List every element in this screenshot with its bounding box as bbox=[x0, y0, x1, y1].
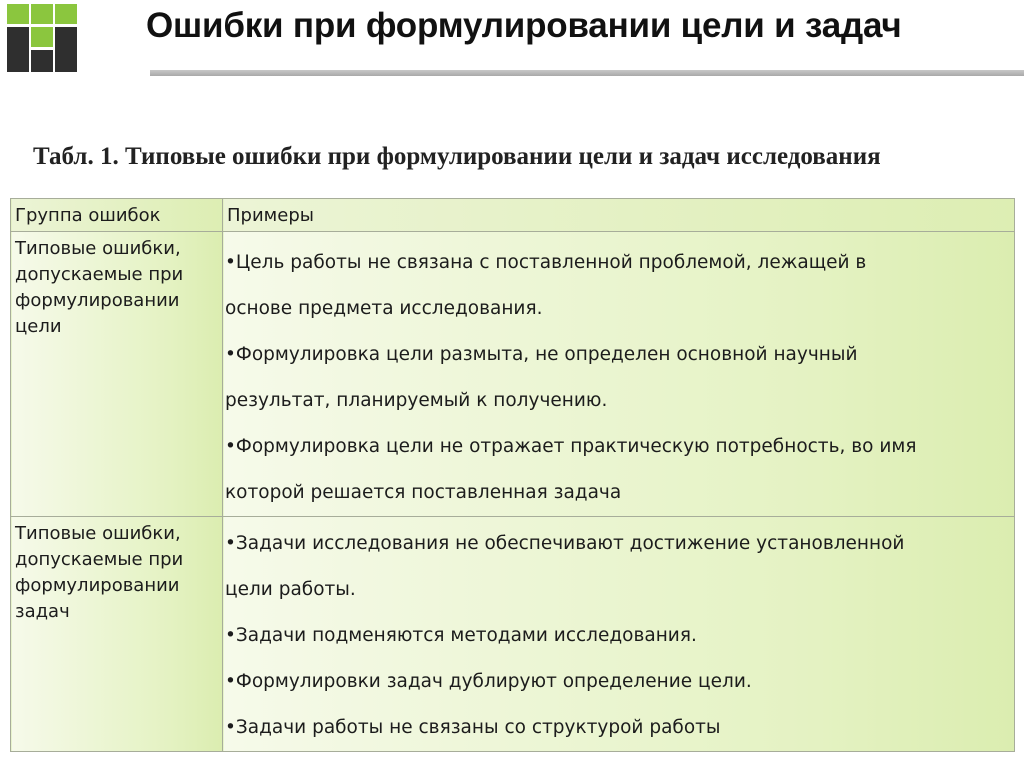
group-cell bbox=[11, 517, 223, 752]
group-label: Типовые ошибки, допускаемые при формулировании задач bbox=[15, 523, 184, 622]
list-item: •Цель работы не связана с поставленной проблемой, лежащей в основе предмета исследования. bbox=[225, 252, 867, 319]
list-item: •Формулировки задач дублируют определение цели. bbox=[225, 671, 752, 692]
title-underline bbox=[150, 70, 1024, 76]
group-label: Типовые ошибки, допускаемые при формулировании цели bbox=[15, 238, 184, 337]
list-item: •Задачи подменяются методами исследования. bbox=[225, 625, 697, 646]
examples-cell bbox=[223, 517, 1015, 752]
column-header-group: Группа ошибок bbox=[11, 199, 223, 232]
group-cell bbox=[11, 232, 223, 517]
examples-cell bbox=[223, 232, 1015, 517]
errors-table bbox=[10, 198, 1015, 752]
table-row bbox=[11, 232, 1015, 517]
table-row bbox=[11, 517, 1015, 752]
examples-list bbox=[223, 232, 1014, 516]
list-item: •Задачи исследования не обеспечивают достижение установленной цели работы. bbox=[225, 533, 905, 600]
slide-title: Ошибки при формулировании цели и задач bbox=[146, 6, 902, 45]
list-item: •Формулировка цели не отражает практическую потребность, во имя которой решается поставленная задача bbox=[225, 436, 917, 503]
logo-grid-icon bbox=[5, 2, 79, 74]
table-caption: Табл. 1. Типовые ошибки при формулировании цели и задач исследования bbox=[33, 143, 881, 170]
examples-list bbox=[223, 517, 1014, 751]
list-item: •Задачи работы не связаны со структурой работы bbox=[225, 717, 721, 738]
table-header-row bbox=[11, 199, 1015, 232]
list-item: •Формулировка цели размыта, не определен основной научный результат, планируемый к получению. bbox=[225, 344, 858, 411]
column-header-examples: Примеры bbox=[223, 199, 1015, 232]
